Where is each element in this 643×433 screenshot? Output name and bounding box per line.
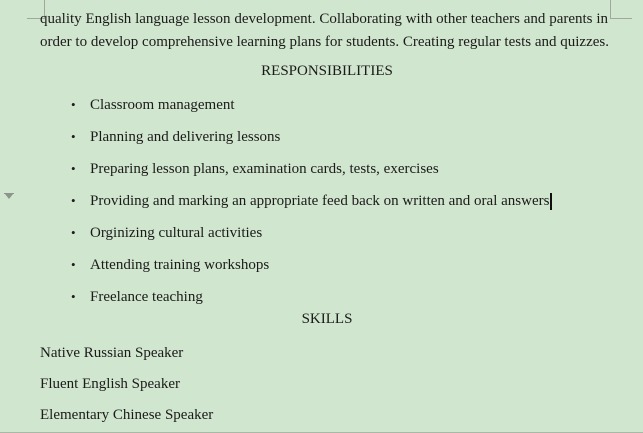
responsibilities-list: [71, 89, 611, 313]
body-paragraph[interactable]: [40, 8, 608, 54]
bullet-icon: •: [71, 129, 76, 144]
text-cursor: [550, 193, 552, 210]
bullet-icon: •: [71, 161, 76, 176]
list-item[interactable]: [71, 185, 611, 217]
bullet-icon: •: [71, 193, 76, 208]
list-item-text: Attending training workshops: [90, 256, 270, 273]
crop-mark-top-right-horizontal: [610, 18, 632, 19]
outline-collapse-icon[interactable]: [5, 194, 13, 199]
skills-heading[interactable]: SKILLS: [301, 311, 353, 327]
responsibilities-heading[interactable]: RESPONSIBILITIES: [261, 63, 393, 79]
list-item-text: Orginizing cultural activities: [90, 224, 263, 241]
list-item[interactable]: [71, 89, 611, 121]
paragraph-line[interactable]: order to develop comprehensive learning plans for students. Creating regular tests and quizzes.: [40, 34, 609, 51]
skill-line[interactable]: Native Russian Speaker: [40, 345, 184, 361]
list-item-text: Planning and delivering lessons: [90, 128, 281, 145]
list-item[interactable]: [71, 249, 611, 281]
skills-list: [40, 338, 213, 431]
bullet-icon: •: [71, 257, 76, 272]
list-item[interactable]: [71, 281, 611, 313]
list-item-text: Classroom management: [90, 96, 235, 113]
list-item[interactable]: [71, 153, 611, 185]
list-item[interactable]: [71, 121, 611, 153]
bullet-icon: •: [71, 225, 76, 240]
bullet-icon: •: [71, 289, 76, 304]
crop-mark-top-right-vertical: [610, 0, 611, 18]
list-item-text: Providing and marking an appropriate feed back on written and oral answers: [90, 192, 550, 209]
skill-line[interactable]: Fluent English Speaker: [40, 376, 180, 392]
skill-line[interactable]: Elementary Chinese Speaker: [40, 407, 214, 423]
bullet-icon: •: [71, 97, 76, 112]
list-item-text: Freelance teaching: [90, 288, 203, 305]
list-item[interactable]: [71, 217, 611, 249]
list-item-text: Preparing lesson plans, examination cards, tests, exercises: [90, 160, 439, 177]
paragraph-line[interactable]: quality English language lesson development. Collaborating with other teachers and parents in: [40, 11, 608, 27]
